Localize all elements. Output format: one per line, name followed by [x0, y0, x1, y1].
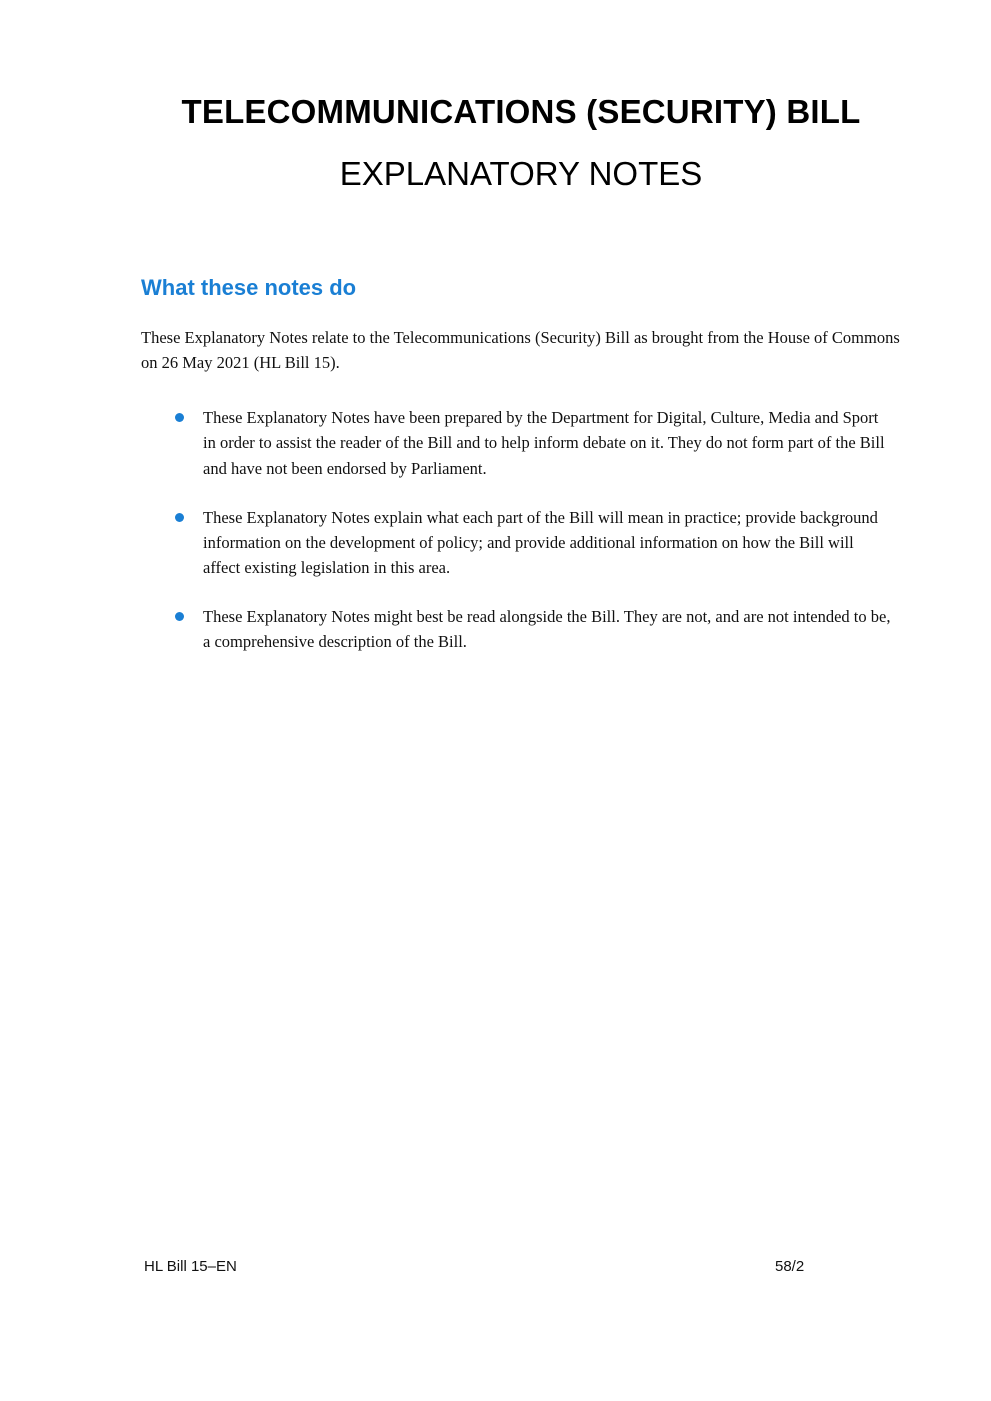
list-item-text: These Explanatory Notes have been prepared by the Department for Digital, Culture, Media and Sport in order to assist the reader of the Bill and to help inform debate on it. They do not form part of the Bill and have not been endorsed by Parliament.: [203, 408, 885, 478]
footer-bill-reference: HL Bill 15–EN: [144, 1258, 237, 1275]
notes-bullet-list: [141, 405, 901, 654]
bullet-dot-icon: [175, 612, 184, 621]
bullet-dot-icon: [175, 413, 184, 422]
list-item: [141, 604, 901, 654]
list-item: [141, 405, 901, 480]
document-body: [141, 0, 901, 654]
list-item-text: These Explanatory Notes might best be read alongside the Bill. They are not, and are not intended to be, a comprehensive description of the Bill.: [203, 606, 891, 651]
document-title: TELECOMMUNICATIONS (SECURITY) BILL: [181, 93, 861, 130]
footer-page-number: 58/2: [775, 1258, 805, 1275]
list-item: [141, 505, 901, 580]
bullet-dot-icon: [175, 513, 184, 522]
list-item-text: These Explanatory Notes explain what each part of the Bill will mean in practice; provide background information on the development of policy; and provide additional information on how the Bill will affect existing legislation in this area.: [203, 507, 878, 577]
document-subtitle: EXPLANATORY NOTES: [339, 154, 703, 192]
section-heading-what-these-notes-do: What these notes do: [141, 275, 357, 301]
intro-paragraph: These Explanatory Notes relate to the Telecommunications (Security) Bill as brought from the House of Commons on 26 May 2021 (HL Bill 15).: [141, 328, 900, 373]
